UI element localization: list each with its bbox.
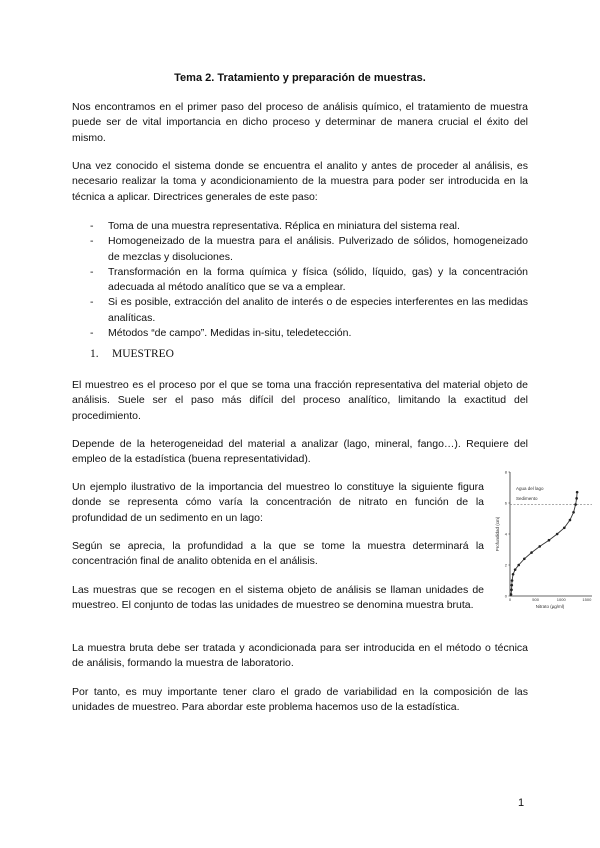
- data-point: [510, 593, 513, 596]
- x-tick-label: 500: [532, 597, 539, 602]
- data-point: [511, 579, 514, 582]
- x-tick-label: 0: [508, 597, 512, 602]
- section-title: MUESTREO: [112, 348, 174, 360]
- data-point: [556, 533, 559, 536]
- heterogeneity-paragraph: Depende de la heterogeneidad del material a analizar (lago, mineral, fango…). Requiere del empleo de la estadística (buena representatividad).: [72, 438, 528, 466]
- data-point: [572, 511, 575, 514]
- page-number: 1: [518, 797, 525, 809]
- data-point: [575, 497, 578, 500]
- nitrate-curve: [511, 492, 577, 594]
- y-tick-label: 8: [504, 469, 507, 475]
- y-tick-label: 0: [504, 593, 507, 599]
- y-tick-label: 2: [504, 562, 507, 568]
- y-axis-label: Profundidad (cm): [495, 516, 500, 552]
- x-tick-label: 1000: [556, 597, 566, 602]
- list-item: - Métodos “de campo”. Medidas in-situ, teledetección.: [90, 327, 352, 340]
- document-title: Tema 2. Tratamiento y preparación de muestras.: [174, 72, 426, 84]
- data-point: [569, 519, 572, 522]
- intro-paragraph: Nos encontramos en el primer paso del proceso de análisis químico, el tratamiento de muestra puede ser de vital importancia en dicho proceso y determinar de manera crucial el éxito del mismo.: [72, 101, 528, 144]
- y-tick-label: 6: [504, 500, 507, 506]
- x-axis-label: Nitrato (µg/ml): [535, 604, 565, 609]
- data-point: [523, 558, 526, 561]
- data-point: [510, 584, 513, 587]
- example-paragraph: Un ejemplo ilustrativo de la importancia del muestreo lo constituye la siguiente figura donde se representa cómo varía la concentración de nitrato en función de la profundidad de un sedimento en un lago:: [72, 481, 484, 524]
- data-point: [574, 503, 577, 506]
- data-point: [517, 564, 520, 567]
- legend-water-label: Agua del lago: [516, 486, 544, 491]
- data-point: [510, 589, 513, 592]
- sampling-units-paragraph: Las muestras que se recogen en el sistema objeto de análisis se llaman unidades de muestreo. El conjunto de todas las unidades de muestreo se denomina muestra bruta.: [72, 584, 484, 612]
- section-number: 1.: [90, 348, 99, 360]
- data-point: [512, 573, 515, 576]
- system-paragraph: Una vez conocido el sistema donde se encuentra el analito y antes de proceder al análisis, es necesario realizar la toma y acondicionamiento de la muestra para poder ser introducida en la técnica a aplicar. Directrices generales de este paso:: [72, 160, 528, 203]
- data-point: [538, 545, 541, 548]
- y-tick-label: 4: [504, 531, 507, 537]
- data-point: [530, 551, 533, 554]
- list-item: - Transformación en la forma química y física (sólido, líquido, gas) y la concentración adecuada al método analítico que se va a emplear.: [90, 265, 528, 294]
- muestreo-definition: El muestreo es el proceso por el que se toma una fracción representativa del material objeto de análisis. Suele ser el paso más difícil del proceso analítico, limitando la exactitud del procedimiento.: [72, 379, 528, 422]
- bulk-sample-paragraph: La muestra bruta debe ser tratada y acondicionada para ser introducida en el método o técnica de análisis, formando la muestra de laboratorio.: [72, 642, 528, 670]
- data-point: [576, 491, 579, 494]
- data-point: [548, 539, 551, 542]
- section-heading: [90, 348, 174, 360]
- depth-paragraph: Según se aprecia, la profundidad a la que se tome la muestra determinará la concentración final de analito obtenida en el análisis.: [72, 540, 484, 568]
- x-tick-label: 1500: [582, 597, 592, 602]
- list-item: - Si es posible, extracción del analito de interés o de especies interferentes en las medidas analíticas.: [90, 296, 528, 324]
- guidelines-list: [72, 219, 528, 341]
- data-point: [514, 568, 517, 571]
- nitrate-depth-figure: [492, 468, 594, 610]
- variability-paragraph: Por tanto, es muy importante tener claro el grado de variabilidad en la composición de las unidades de muestreo. Para abordar este problema hacemos uso de la estadística.: [72, 686, 528, 714]
- list-item: - Toma de una muestra representativa. Réplica en miniatura del sistema real.: [90, 220, 460, 232]
- list-item: - Homogeneizado de la muestra para el análisis. Pulverizado de sólidos, homogeneizado de mezclas y disoluciones.: [90, 235, 528, 263]
- data-point: [563, 527, 566, 530]
- legend-sediment-label: Sedimento: [516, 496, 538, 501]
